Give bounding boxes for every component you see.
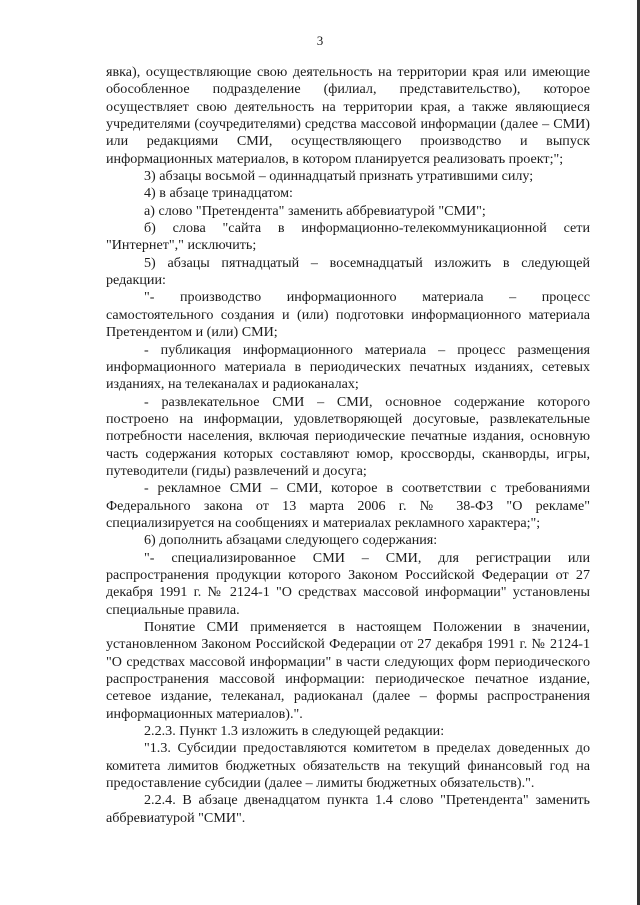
paragraph: явка), осуществляющие свою деятельность на территории края или имеющие обособленное подразделение (филиал, представительство), которое осуществляет свою деятельность на территории края, а также являющиеся учредителями (соучредителями) средства массовой информации (далее – СМИ) или редакциями СМИ, осуществляющего производство и выпуск информационных материалов, в котором планируется реализовать проект;"; [106, 64, 590, 167]
paragraph: "- специализированное СМИ – СМИ, для регистрации или распространения продукции которого Законом Российской Федерации от 27 декабря 1991 г. № 2124-1 "О средствах массовой информации" установлены специальные правила. [106, 549, 590, 618]
paragraph: 2.2.3. Пункт 1.3 изложить в следующей редакции: [144, 723, 445, 740]
paragraph: "1.3. Субсидии предоставляются комитетом в пределах доведенных до комитета лимитов бюджетных обязательств на текущий финансовый год на предоставление субсидии (далее – лимиты бюджетных обязательств).". [106, 740, 590, 792]
paragraph: Понятие СМИ применяется в настоящем Положении в значении, установленном Законом Российской Федерации от 27 декабря 1991 г. № 2124-1 "О средствах массовой информации" в части следующих форм периодического распространения массовой информации: периодическое печатное издание, сетевое издание, телеканал, радиоканал (далее – формы распространения информационных материалов).". [106, 619, 590, 722]
paragraph: 6) дополнить абзацами следующего содержания: [144, 532, 438, 549]
paragraph: 4) в абзаце тринадцатом: [144, 185, 293, 202]
paragraph: - публикация информационного материала – процесс размещения информационного материала в периодических печатных изданиях, сетевых изданиях, на телеканалах и радиоканалах; [106, 341, 590, 393]
paragraph: б) слова "сайта в информационно-телекоммуникационной сети "Интернет"," исключить; [106, 220, 590, 254]
paragraph: - рекламное СМИ – СМИ, которое в соответствии с требованиями Федерального закона от 13 марта 2006 г. № 38-ФЗ "О рекламе" специализируется на сообщениях и материалах рекламного характера;"; [106, 480, 590, 531]
paragraph: 2.2.4. В абзаце двенадцатом пункта 1.4 слово "Претендента" заменить аббревиатурой "СМИ". [106, 792, 590, 826]
paragraph: - развлекательное СМИ – СМИ, основное содержание которого построено на информации, удовлетворяющей досуговые, развлекательные потребности населения, включая периодические печатные издания, основную часть содержания которых составляют юмор, кроссворды, сканворды, игры, путеводители (гиды) развлечений и досуга; [106, 393, 590, 479]
paragraph: а) слово "Претендента" заменить аббревиатурой "СМИ"; [144, 202, 486, 219]
paragraph: 5) абзацы пятнадцатый – восемнадцатый изложить в следующей редакции: [106, 254, 590, 289]
page-number: 3 [316, 33, 324, 48]
paragraph: 3) абзацы восьмой – одиннадцатый признать утратившими силу; [144, 168, 534, 185]
paragraph: "- производство информационного материала – процесс самостоятельного создания и (или) подготовки информационного материала Претендентом и (или) СМИ; [106, 289, 590, 341]
document-body [106, 64, 590, 827]
